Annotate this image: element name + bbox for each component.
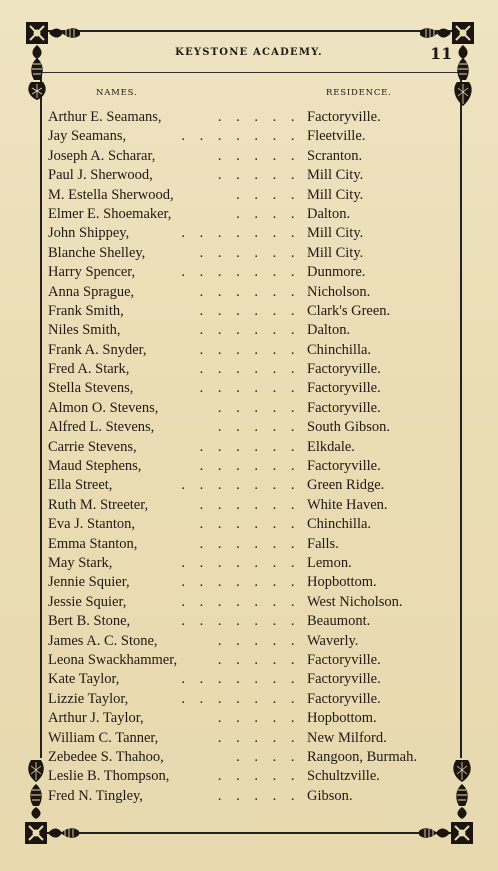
- student-name: Arthur E. Seamans,: [48, 109, 162, 125]
- student-name: Arthur J. Taylor,: [48, 710, 144, 727]
- list-item: [0, 438, 498, 457]
- list-item: [0, 612, 498, 631]
- leader-dots: . . . . .: [217, 632, 300, 649]
- list-item: [0, 496, 498, 515]
- list-item: [0, 205, 498, 224]
- leader-dots: . . . . .: [217, 768, 300, 785]
- list-item: [0, 476, 498, 495]
- list-item: [0, 224, 498, 243]
- list-item: [0, 767, 498, 786]
- residence-column-heading: RESIDENCE.: [326, 88, 392, 98]
- leader-dots: . . . . . .: [199, 283, 300, 300]
- student-name: Maud Stephens,: [48, 458, 142, 475]
- student-residence: Schultzville.: [307, 768, 380, 785]
- leader-dots: . . . . .: [217, 729, 300, 746]
- student-residence: Lemon.: [307, 554, 352, 571]
- student-residence: Factoryville.: [307, 651, 381, 668]
- leader-dots: . . . . . . .: [181, 128, 300, 145]
- student-name: Blanche Shelley,: [48, 244, 146, 261]
- student-name: M. Estella Sherwood,: [48, 186, 174, 203]
- student-name: Alfred L. Stevens,: [48, 419, 155, 436]
- student-residence: Factoryville.: [307, 690, 381, 707]
- student-residence: Dalton.: [307, 205, 351, 222]
- student-residence: Falls.: [307, 535, 339, 552]
- list-item: [0, 244, 498, 263]
- student-residence: Nicholson.: [307, 283, 371, 300]
- student-name: Frank A. Snyder,: [48, 341, 147, 358]
- leader-dots: . . . . . .: [199, 322, 300, 339]
- student-name: Lizzie Taylor,: [48, 690, 129, 707]
- list-item: [0, 283, 498, 302]
- student-name: Leona Swackhammer,: [48, 651, 178, 668]
- student-name: Fred A. Stark,: [48, 361, 130, 378]
- page-number: 11: [430, 44, 453, 63]
- leader-dots: . . . . .: [217, 710, 300, 727]
- student-residence: Factoryville.: [307, 458, 381, 475]
- leader-dots: . . . . .: [217, 651, 300, 668]
- leader-dots: . . . . . . .: [181, 613, 300, 630]
- list-item: [0, 127, 498, 146]
- student-name: Kate Taylor,: [48, 671, 120, 688]
- list-item: [0, 651, 498, 670]
- student-residence: Fleetville.: [307, 128, 366, 145]
- top-right-ornament-icon: [416, 18, 478, 112]
- student-name: Paul J. Sherwood,: [48, 167, 153, 184]
- leader-dots: . . . . . . .: [181, 554, 300, 571]
- leader-dots: . . . . . . .: [181, 671, 300, 688]
- student-name: Leslie B. Thompson,: [48, 768, 170, 785]
- list-item: [0, 399, 498, 418]
- leader-dots: . . . . .: [217, 147, 300, 164]
- student-residence: Scranton.: [307, 147, 363, 164]
- student-name: Eva J. Stanton,: [48, 516, 135, 533]
- leader-dots: . . . . . .: [199, 361, 300, 378]
- list-item: [0, 748, 498, 767]
- list-item: [0, 554, 498, 573]
- leader-dots: . . . . . .: [199, 516, 300, 533]
- student-residence: Chinchilla.: [307, 341, 372, 358]
- student-name: Harry Spencer,: [48, 264, 136, 281]
- leader-dots: . . . .: [236, 748, 300, 765]
- leader-dots: . . . . . .: [199, 496, 300, 513]
- leader-dots: . . . . .: [217, 167, 300, 184]
- list-item: [0, 321, 498, 340]
- student-residence: New Milford.: [307, 729, 387, 746]
- list-item: [0, 360, 498, 379]
- list-item: [0, 166, 498, 185]
- leader-dots: . . . . . . .: [181, 574, 300, 591]
- top-rule: [40, 30, 470, 32]
- leader-dots: . . . .: [236, 205, 300, 222]
- student-name: Frank Smith,: [48, 302, 124, 319]
- list-item: [0, 186, 498, 205]
- student-residence: Elkdale.: [307, 438, 355, 455]
- student-residence: Mill City.: [307, 225, 364, 242]
- student-residence: Hopbottom.: [307, 574, 377, 591]
- leader-dots: . . . . . .: [199, 438, 300, 455]
- student-name: Anna Sprague,: [48, 283, 135, 300]
- student-name: Elmer E. Shoemaker,: [48, 205, 172, 222]
- student-name: Bert B. Stone,: [48, 613, 131, 630]
- student-name: Niles Smith,: [48, 322, 121, 339]
- student-name: Ella Street,: [48, 477, 113, 494]
- student-residence: Dalton.: [307, 322, 351, 339]
- list-item: [0, 690, 498, 709]
- student-residence: Beaumont.: [307, 613, 371, 630]
- student-name: Fred N. Tingley,: [48, 787, 143, 804]
- student-residence: Mill City.: [307, 167, 364, 184]
- student-residence: Factoryville.: [307, 380, 381, 397]
- list-item: [0, 457, 498, 476]
- student-residence: Waverly.: [307, 632, 359, 649]
- student-name: Jay Seamans,: [48, 128, 127, 145]
- top-left-ornament-icon: [22, 18, 84, 110]
- leader-dots: . . . . . .: [199, 244, 300, 261]
- student-list: [0, 108, 498, 806]
- student-name: Carrie Stevens,: [48, 438, 137, 455]
- student-residence: Factoryville.: [307, 109, 381, 125]
- list-item: [0, 341, 498, 360]
- student-name: Almon O. Stevens,: [48, 399, 159, 416]
- student-residence: West Nicholson.: [307, 593, 403, 610]
- leader-dots: . . . .: [236, 186, 300, 203]
- leader-dots: . . . . . .: [199, 341, 300, 358]
- leader-dots: . . . . .: [217, 109, 300, 125]
- leader-dots: . . . . . .: [199, 380, 300, 397]
- list-item: [0, 632, 498, 651]
- student-residence: Mill City.: [307, 186, 364, 203]
- student-residence: White Haven.: [307, 496, 388, 513]
- leader-dots: . . . . . . .: [181, 264, 300, 281]
- running-head: KEYSTONE ACADEMY.: [175, 47, 323, 58]
- list-item: [0, 593, 498, 612]
- leader-dots: . . . . .: [217, 399, 300, 416]
- student-residence: South Gibson.: [307, 419, 390, 436]
- student-name: Zebedee S. Thahoo,: [48, 748, 164, 765]
- list-item: [0, 670, 498, 689]
- list-item: [0, 709, 498, 728]
- student-residence: Gibson.: [307, 787, 353, 804]
- leader-dots: . . . . . . .: [181, 690, 300, 707]
- bottom-rule: [40, 832, 458, 834]
- student-name: Jennie Squier,: [48, 574, 130, 591]
- list-item: [0, 573, 498, 592]
- student-residence: Factoryville.: [307, 399, 381, 416]
- list-item: [0, 302, 498, 321]
- list-item: [0, 108, 498, 127]
- leader-dots: . . . . . . .: [181, 225, 300, 242]
- leader-dots: . . . . . . .: [181, 593, 300, 610]
- student-name: William C. Tanner,: [48, 729, 159, 746]
- student-name: John Shippey,: [48, 225, 130, 242]
- student-residence: Factoryville.: [307, 671, 381, 688]
- list-item: [0, 147, 498, 166]
- student-name: Joseph A. Scharar,: [48, 147, 156, 164]
- leader-dots: . . . . .: [217, 787, 300, 804]
- leader-dots: . . . . . .: [199, 458, 300, 475]
- student-name: Emma Stanton,: [48, 535, 138, 552]
- student-residence: Clark's Green.: [307, 302, 391, 319]
- list-item: [0, 787, 498, 806]
- names-column-heading: NAMES.: [96, 88, 138, 98]
- list-item: [0, 535, 498, 554]
- student-name: May Stark,: [48, 554, 113, 571]
- leader-dots: . . . . . .: [199, 535, 300, 552]
- student-residence: Hopbottom.: [307, 710, 377, 727]
- list-item: [0, 418, 498, 437]
- list-item: [0, 379, 498, 398]
- list-item: [0, 729, 498, 748]
- student-residence: Green Ridge.: [307, 477, 385, 494]
- student-name: Ruth M. Streeter,: [48, 496, 149, 513]
- header-underline-rule: [40, 72, 458, 73]
- leader-dots: . . . . . .: [199, 302, 300, 319]
- student-name: James A. C. Stone,: [48, 632, 158, 649]
- student-residence: Factoryville.: [307, 361, 381, 378]
- list-item: [0, 263, 498, 282]
- leader-dots: . . . . . . .: [181, 477, 300, 494]
- leader-dots: . . . . .: [217, 419, 300, 436]
- student-residence: Chinchilla.: [307, 516, 372, 533]
- student-residence: Mill City.: [307, 244, 364, 261]
- student-name: Stella Stevens,: [48, 380, 134, 397]
- student-name: Jessie Squier,: [48, 593, 127, 610]
- list-item: [0, 515, 498, 534]
- student-residence: Rangoon, Burmah.: [307, 748, 417, 765]
- student-residence: Dunmore.: [307, 264, 366, 281]
